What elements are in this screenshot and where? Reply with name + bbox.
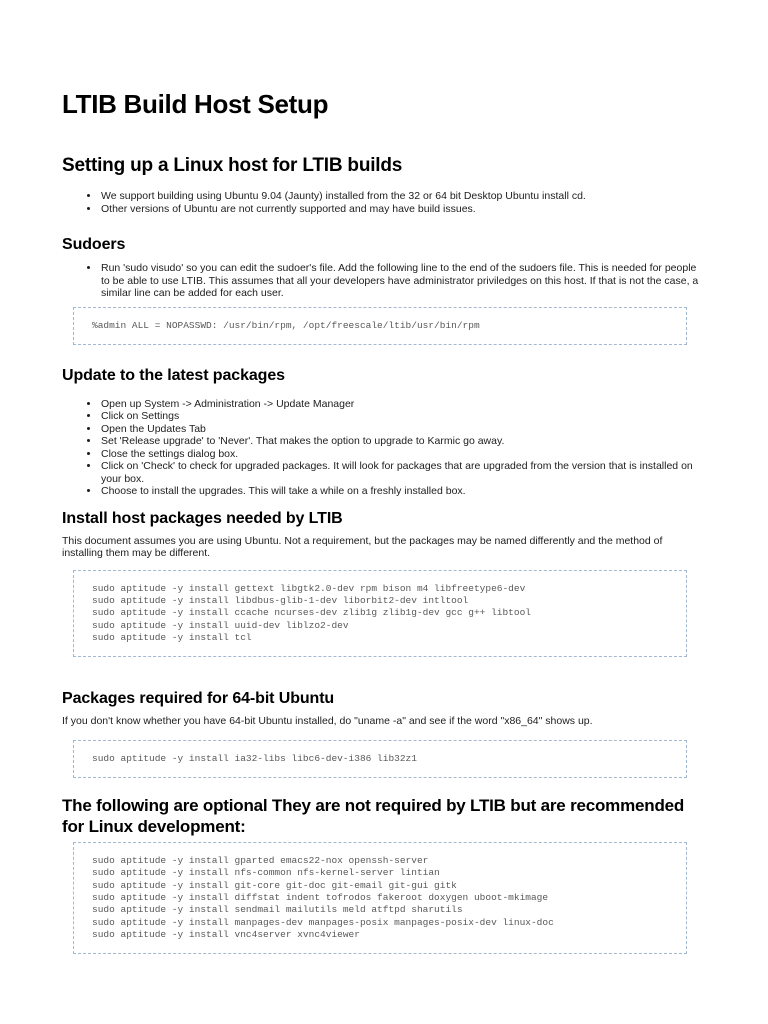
code-line: sudo aptitude -y install vnc4server xvnc4viewer [92,928,360,940]
list-item: • Close the settings dialog box. [100,448,706,461]
code-line: sudo aptitude -y install libdbus-glib-1-dev liborbit2-dev intltool [92,595,469,607]
list-item: • Set 'Release upgrade' to 'Never'. That makes the option to upgrade to Karmic go away. [100,435,706,448]
heading-optional-packages: The following are optional They are not required by LTIB but are recommended for Linux development: [62,796,685,837]
sudoers-bullet-list [62,262,706,300]
sixtyfour-paragraph: If you don't know whether you have 64-bit Ubuntu installed, do "uname -a" and see if the word "x86_64" shows up. [62,715,593,728]
code-line: sudo aptitude -y install nfs-common nfs-kernel-server lintian [92,867,440,879]
list-item: • Open the Updates Tab [100,423,706,436]
code-block-optional [73,842,687,954]
list-item: • Choose to install the upgrades. This will take a while on a freshly installed box. [100,485,706,498]
list-item: • Run 'sudo visudo' so you can edit the sudoer's file. Add the following line to the end of the sudoers file. This is needed for people to be able to use LTIB. This assumes that all your developers have administrator priviledges on this host. If that is not the case, a similar line can be added for each user. [100,262,706,300]
update-bullet-list [62,398,706,498]
code-line: sudo aptitude -y install gparted emacs22-nox openssh-server [92,855,429,867]
heading-install-host-packages: Install host packages needed by LTIB [62,509,343,527]
code-line: %admin ALL = NOPASSWD: /usr/bin/rpm, /opt/freescale/ltib/usr/bin/rpm [92,319,480,331]
code-line: sudo aptitude -y install ccache ncurses-dev zlib1g zlib1g-dev gcc g++ libtool [92,607,531,619]
list-item: • Open up System -> Administration -> Update Manager [100,398,706,411]
code-line: sudo aptitude -y install git-core git-doc git-email git-gui gitk [92,879,457,891]
list-item: • Click on Settings [100,410,706,423]
heading-sudoers: Sudoers [62,236,126,253]
list-item: • Other versions of Ubuntu are not currently supported and may have build issues. [100,203,706,216]
install-intro-paragraph: This document assumes you are using Ubuntu. Not a requirement, but the packages may be named differently and the method of installing them may be different. [62,534,663,560]
code-block-64bit [73,740,687,778]
code-block-sudoers [73,307,687,345]
list-item: • Click on 'Check' to check for upgraded packages. It will look for packages that are upgraded from the version that is installed on your box. [100,460,706,485]
list-item: • We support building using Ubuntu 9.04 (Jaunty) installed from the 32 or 64 bit Desktop Ubuntu install cd. [100,190,706,203]
code-line: sudo aptitude -y install sendmail mailutils meld atftpd sharutils [92,904,463,916]
code-line: sudo aptitude -y install manpages-dev manpages-posix manpages-posix-dev linux-doc [92,916,554,928]
heading-64bit-packages: Packages required for 64-bit Ubuntu [62,690,335,708]
intro-bullet-list [62,190,706,215]
page-title: LTIB Build Host Setup [62,89,329,119]
code-line: sudo aptitude -y install tcl [92,631,252,643]
code-line: sudo aptitude -y install ia32-libs libc6-dev-i386 lib32z1 [92,752,417,764]
code-line: sudo aptitude -y install diffstat indent tofrodos fakeroot doxygen uboot-mkimage [92,891,549,903]
code-line: sudo aptitude -y install uuid-dev liblzo2-dev [92,619,349,631]
heading-update-latest-packages: Update to the latest packages [62,366,285,384]
heading-setting-up-linux-host: Setting up a Linux host for LTIB builds [62,155,403,176]
code-block-install-packages [73,570,687,657]
code-line: sudo aptitude -y install gettext libgtk2.0-dev rpm bison m4 libfreetype6-dev [92,582,526,594]
